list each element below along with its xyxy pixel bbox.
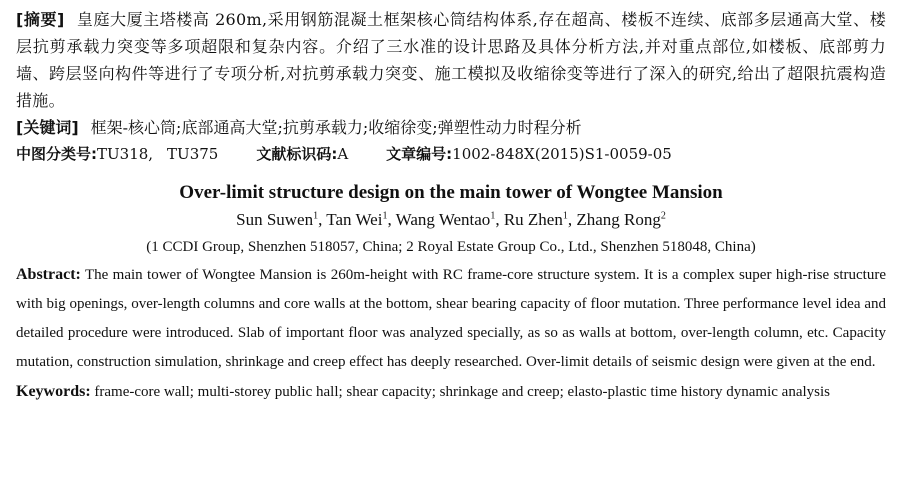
- english-abstract-text: The main tower of Wongtee Mansion is 260m-height with RC frame-core structure system. It is a complex super high-rise structure with big openings, over-length columns and core walls at the bottom, shear bearing capacity of floor mutation. Three performance level idea and detailed procedure were introduced. Slab of important floor was analyzed specially, as so as walls at bottom, over-length column, etc. Capacity mutation, construction simulation, shrinkage and creep effect has deeply researched. Over-limit details of seismic design were given at the end.: [16, 267, 886, 370]
- author: Wang Wentao: [395, 210, 491, 229]
- chinese-classification-line: [16, 141, 886, 167]
- chinese-abstract: [16, 6, 886, 114]
- english-affiliation: (1 CCDI Group, Shenzhen 518057, China; 2 Royal Estate Group Co., Ltd., Shenzhen 518048, China): [146, 239, 756, 255]
- english-keywords-text: frame-core wall; multi-storey public hall; shear capacity; shrinkage and creep; elasto-plastic time history dynamic analysis: [94, 384, 830, 400]
- chinese-keywords: [16, 114, 886, 141]
- author-affiliation-mark: 2: [660, 210, 666, 222]
- english-title: Over-limit structure design on the main tower of Wongtee Mansion: [179, 182, 723, 203]
- english-keywords-label: Keywords:: [16, 383, 91, 400]
- chinese-abstract-label: [摘要]: [16, 10, 65, 29]
- doc-code-label: 文献标识码:: [256, 145, 338, 163]
- author: Sun Suwen: [236, 210, 314, 229]
- author-affiliation-mark: 1: [382, 210, 388, 222]
- author-affiliation-mark: 1: [562, 210, 568, 222]
- chinese-abstract-text: 皇庭大厦主塔楼高 260m,采用钢筋混凝土框架核心筒结构体系,存在超高、楼板不连续、底部多层通高大堂、楼层抗剪承载力突变等多项超限和复杂内容。介绍了三水准的设计思路及具体分析方法,并对重点部位,如楼板、底部剪力墙、跨层竖向构件等进行了专项分析,对抗剪承载力突变、施工模拟及收缩徐变等进行了深入的研究,给出了超限抗震构造措施。: [16, 10, 886, 110]
- chinese-keywords-text: 框架-核心筒;底部通高大堂;抗剪承载力;收缩徐变;弹塑性动力时程分析: [90, 118, 582, 137]
- english-authors: Sun Suwen$^1$, Tan Wei$^1$, Wang Wentao$^1$, Ru Zhen$^1$, Zhang Rong$^2$: [236, 210, 666, 229]
- article-number-label: 文章编号:: [386, 145, 453, 163]
- author: Zhang Rong: [576, 210, 661, 229]
- english-abstract-label: Abstract:: [16, 266, 81, 283]
- english-abstract: [16, 260, 886, 377]
- doc-code-value: A: [337, 145, 349, 163]
- clc-value-2: TU375: [167, 145, 219, 163]
- clc-value: TU318,: [97, 145, 154, 163]
- author-affiliation-mark: 1: [490, 210, 496, 222]
- author-affiliation-mark: 1: [313, 210, 319, 222]
- english-keywords: [16, 377, 886, 407]
- article-number-value: 1002-848X(2015)S1-0059-05: [452, 145, 672, 163]
- author: Ru Zhen: [503, 210, 563, 229]
- author: Tan Wei: [326, 210, 383, 229]
- chinese-keywords-label: [关键词]: [16, 118, 79, 137]
- clc-label: 中图分类号:: [16, 145, 97, 163]
